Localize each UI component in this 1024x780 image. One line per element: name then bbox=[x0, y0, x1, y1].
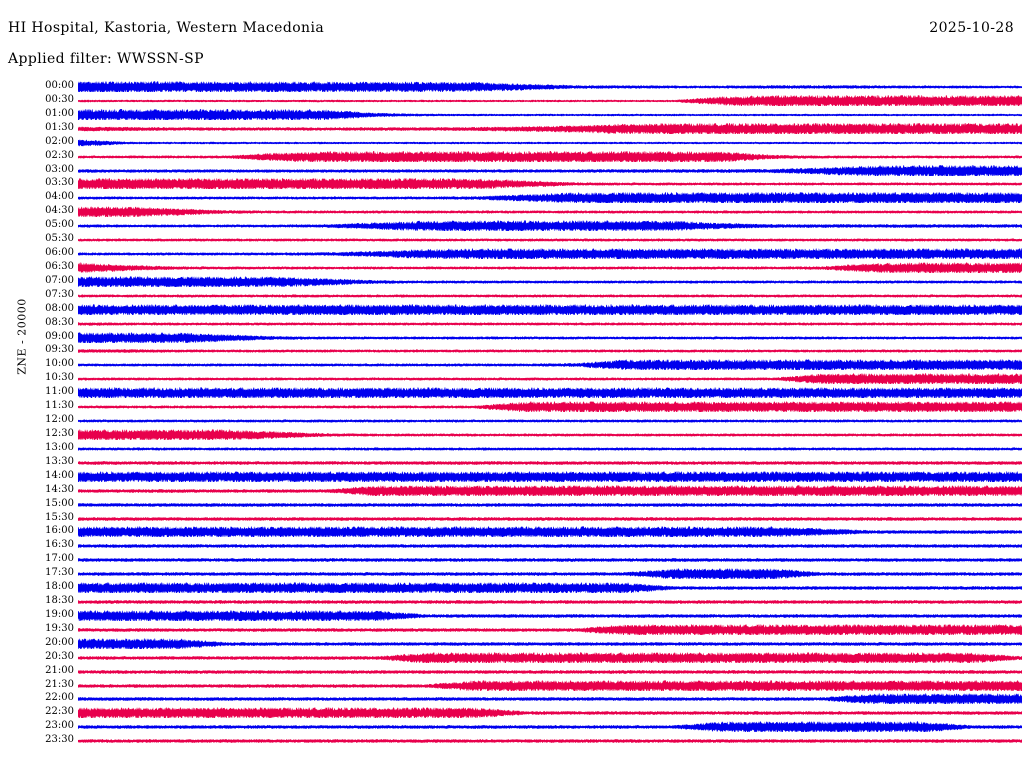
trace-row bbox=[78, 191, 1022, 203]
trace-row bbox=[78, 122, 1022, 134]
page-title: HI Hospital, Kastoria, Western Macedonia bbox=[8, 20, 325, 36]
trace-row bbox=[78, 484, 1022, 496]
time-tick-label: 04:30 bbox=[45, 205, 74, 216]
time-tick-label: 14:30 bbox=[45, 484, 74, 495]
trace-row bbox=[78, 706, 1022, 718]
trace-row bbox=[78, 512, 1022, 524]
trace-row bbox=[78, 317, 1022, 329]
time-tick-label: 02:00 bbox=[45, 136, 74, 147]
time-tick-label: 13:00 bbox=[45, 442, 74, 453]
seismogram-plot bbox=[0, 80, 1024, 770]
trace-row bbox=[78, 539, 1022, 551]
trace-row bbox=[78, 205, 1022, 217]
time-tick-label: 16:30 bbox=[45, 539, 74, 550]
trace-row bbox=[78, 136, 1022, 148]
trace-row bbox=[78, 567, 1022, 579]
time-tick-label: 22:00 bbox=[45, 692, 74, 703]
time-tick-label: 16:00 bbox=[45, 525, 74, 536]
applied-filter-label: Applied filter: WWSSN-SP bbox=[8, 51, 204, 67]
trace-row bbox=[78, 692, 1022, 704]
trace-row bbox=[78, 80, 1022, 92]
time-tick-label: 00:30 bbox=[45, 94, 74, 105]
time-tick-label: 10:00 bbox=[45, 358, 74, 369]
trace-row bbox=[78, 372, 1022, 384]
time-tick-label: 18:00 bbox=[45, 581, 74, 592]
time-tick-label: 04:00 bbox=[45, 191, 74, 202]
trace-row bbox=[78, 344, 1022, 356]
time-tick-label: 05:00 bbox=[45, 219, 74, 230]
trace-row bbox=[78, 386, 1022, 398]
time-tick-label: 19:30 bbox=[45, 623, 74, 634]
time-tick-label: 06:30 bbox=[45, 261, 74, 272]
time-tick-label: 19:00 bbox=[45, 609, 74, 620]
trace-row bbox=[78, 623, 1022, 635]
trace-row bbox=[78, 358, 1022, 370]
trace-row bbox=[78, 498, 1022, 510]
trace-row bbox=[78, 414, 1022, 426]
time-tick-label: 12:00 bbox=[45, 414, 74, 425]
time-tick-label: 23:30 bbox=[45, 734, 74, 745]
time-tick-label: 08:00 bbox=[45, 303, 74, 314]
time-tick-label: 07:30 bbox=[45, 289, 74, 300]
trace-row bbox=[78, 665, 1022, 677]
time-tick-label: 09:30 bbox=[45, 344, 74, 355]
time-tick-label: 09:00 bbox=[45, 331, 74, 342]
time-tick-label: 15:30 bbox=[45, 512, 74, 523]
time-tick-label: 17:30 bbox=[45, 567, 74, 578]
time-tick-label: 15:00 bbox=[45, 498, 74, 509]
time-tick-label: 14:00 bbox=[45, 470, 74, 481]
time-tick-label: 11:00 bbox=[45, 386, 74, 397]
trace-row bbox=[78, 470, 1022, 482]
time-tick-label: 13:30 bbox=[45, 456, 74, 467]
trace-row bbox=[78, 581, 1022, 593]
trace-row bbox=[78, 164, 1022, 176]
time-tick-label: 23:00 bbox=[45, 720, 74, 731]
time-tick-label: 01:30 bbox=[45, 122, 74, 133]
trace-row bbox=[78, 720, 1022, 732]
time-tick-label: 10:30 bbox=[45, 372, 74, 383]
trace-row bbox=[78, 94, 1022, 106]
time-tick-label: 01:00 bbox=[45, 108, 74, 119]
time-tick-label: 21:00 bbox=[45, 665, 74, 676]
trace-row bbox=[78, 525, 1022, 537]
trace-row bbox=[78, 261, 1022, 273]
time-tick-label: 00:00 bbox=[45, 80, 74, 91]
trace-row bbox=[78, 108, 1022, 120]
trace-row bbox=[78, 442, 1022, 454]
trace-row bbox=[78, 595, 1022, 607]
trace-row bbox=[78, 428, 1022, 440]
trace-row bbox=[78, 275, 1022, 287]
trace-row bbox=[78, 651, 1022, 663]
trace-row bbox=[78, 553, 1022, 565]
trace-row bbox=[78, 247, 1022, 259]
trace-row bbox=[78, 177, 1022, 189]
trace-row bbox=[78, 679, 1022, 691]
trace-row bbox=[78, 150, 1022, 162]
time-tick-label: 20:00 bbox=[45, 637, 74, 648]
time-tick-label: 07:00 bbox=[45, 275, 74, 286]
trace-row bbox=[78, 400, 1022, 412]
time-tick-label: 18:30 bbox=[45, 595, 74, 606]
trace-row bbox=[78, 289, 1022, 301]
trace-row bbox=[78, 233, 1022, 245]
time-tick-label: 22:30 bbox=[45, 706, 74, 717]
time-tick-label: 17:00 bbox=[45, 553, 74, 564]
record-date: 2025-10-28 bbox=[929, 20, 1014, 36]
time-tick-label: 03:00 bbox=[45, 164, 74, 175]
time-tick-label: 11:30 bbox=[45, 400, 74, 411]
trace-row bbox=[78, 331, 1022, 343]
time-tick-label: 02:30 bbox=[45, 150, 74, 161]
time-tick-label: 08:30 bbox=[45, 317, 74, 328]
trace-row bbox=[78, 734, 1022, 746]
trace-row bbox=[78, 637, 1022, 649]
trace-row bbox=[78, 219, 1022, 231]
time-tick-label: 06:00 bbox=[45, 247, 74, 258]
time-tick-label: 21:30 bbox=[45, 679, 74, 690]
trace-row bbox=[78, 609, 1022, 621]
time-tick-label: 20:30 bbox=[45, 651, 74, 662]
time-tick-label: 03:30 bbox=[45, 177, 74, 188]
trace-row bbox=[78, 303, 1022, 315]
y-axis-label: ZNE - 20000 bbox=[15, 298, 29, 375]
time-tick-label: 05:30 bbox=[45, 233, 74, 244]
trace-row bbox=[78, 456, 1022, 468]
time-tick-label: 12:30 bbox=[45, 428, 74, 439]
